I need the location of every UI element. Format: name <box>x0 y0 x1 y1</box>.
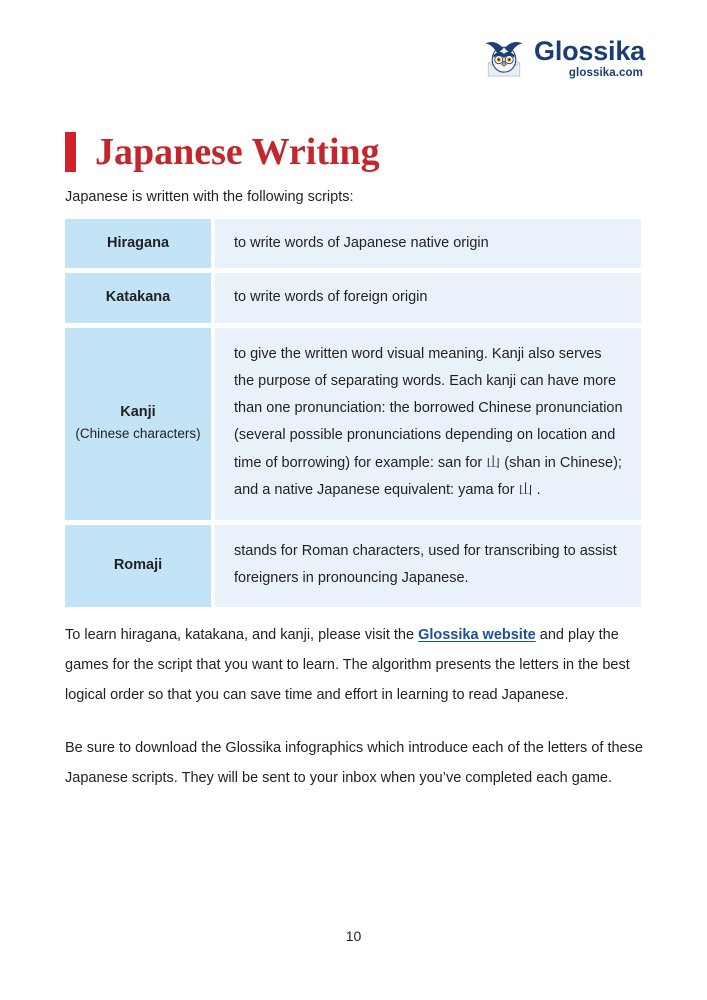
script-name: Romaji <box>113 556 163 573</box>
table-row <box>65 525 641 607</box>
script-description-cell: to write words of foreign origin <box>215 273 641 322</box>
script-description-cell <box>215 328 641 521</box>
paragraph-infographics: Be sure to download the Glossika infographics which introduce each of the letters of these Japanese scripts. They will be sent to your inbox when you’ve completed each game. <box>65 739 643 786</box>
kanji-character: 山 <box>486 454 501 471</box>
script-name: Katakana <box>105 289 171 306</box>
script-description-cell: to write words of Japanese native origin <box>215 219 641 268</box>
script-name-cell <box>65 273 211 322</box>
owl-icon <box>483 39 525 79</box>
intro-text: Japanese is written with the following scripts: <box>65 188 354 205</box>
script-name: Hiragana <box>106 234 170 251</box>
script-description-cell: stands for Roman characters, used for transcribing to assist foreigners in pronouncing Japanese. <box>215 525 641 607</box>
brand-domain: glossika.com <box>568 67 643 79</box>
kanji-desc-part2: (shan in Chinese); and a native Japanese equivalent: yama for <box>234 454 622 498</box>
script-name: Kanji <box>120 404 156 421</box>
scripts-table <box>65 219 641 607</box>
page-title: Japanese Writing <box>95 131 380 174</box>
table-row <box>65 273 641 322</box>
brand-name: Glossika <box>534 36 645 66</box>
script-name-cell <box>65 525 211 607</box>
paragraph-learn-scripts <box>65 620 643 710</box>
kanji-character: 山 <box>518 481 533 498</box>
paragraph-text-before-link: To learn hiragana, katakana, and kanji, please visit the <box>65 626 419 643</box>
brand-header <box>483 38 645 80</box>
script-name-sub: (Chinese characters) <box>75 425 201 441</box>
title-accent-bar <box>65 132 76 172</box>
table-row <box>65 219 641 268</box>
table-row <box>65 328 641 521</box>
page-title-row <box>65 108 380 197</box>
kanji-desc-part3: . <box>532 481 541 498</box>
paragraph-text-after-link: and play the games for the script that you want to learn. The algorithm presents the letters in the best logical order so that you can save time and effort in learning to read Japanese. <box>65 626 630 703</box>
script-name-cell <box>65 328 211 521</box>
glossika-website-link[interactable]: Glossika website <box>418 626 536 643</box>
kanji-desc-part1: to give the written word visual meaning. Kanji also serves the purpose of separating words. Each kanji can have more than one pronunciation: the borrowed Chinese pronunciation (several possible pronunciations depending on location and time of borrowing) for example: san for <box>234 345 623 471</box>
brand-text <box>534 38 645 80</box>
script-name-cell <box>65 219 211 268</box>
page-number: 10 <box>345 928 362 944</box>
